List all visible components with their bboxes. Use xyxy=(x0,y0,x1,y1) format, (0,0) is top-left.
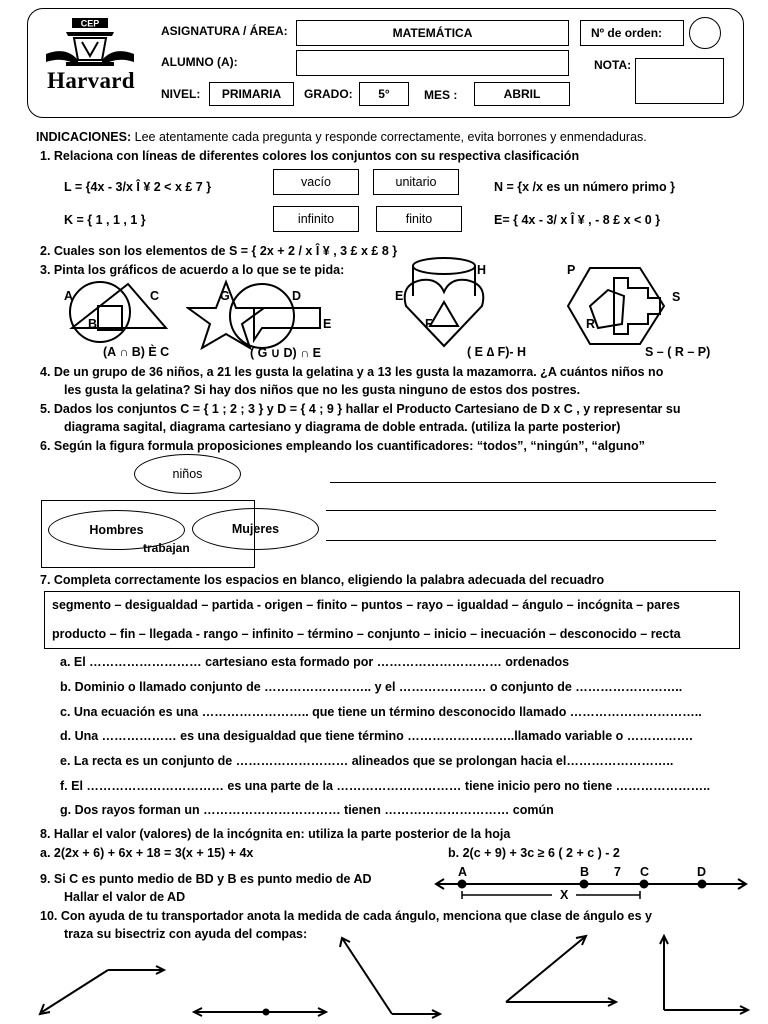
subject-label: ASIGNATURA / ÁREA: xyxy=(161,24,288,38)
q7-item-a: a. El ……………………… cartesiano esta formado por ………………………… ordenados xyxy=(60,655,570,669)
subject-value: MATEMÁTICA xyxy=(392,26,473,40)
q4-line-2: les gusta la gelatina? Si hay dos niños que no les gusta ninguno de estos dos postres. xyxy=(64,383,581,397)
q5-line-2: diagrama sagital, diagrama cartesiano y diagrama de doble entrada. (utiliza la parte posterior) xyxy=(64,420,621,434)
option-unitario[interactable]: unitario xyxy=(373,169,459,195)
q10-line-1: 10. Con ayuda de tu transportador anota la medida de cada ángulo, menciona que clase de ángulo es y xyxy=(40,909,652,923)
venn-figure-1 xyxy=(60,278,180,348)
q6-trabajan-label: trabajan xyxy=(143,541,190,555)
fig1-label-c: C xyxy=(150,289,160,303)
q9-line-2: Hallar el valor de AD xyxy=(64,890,186,904)
q6-mujeres-label: Mujeres xyxy=(231,522,280,536)
fig2-caption: ( G ∪ D) ∩ E xyxy=(250,346,321,360)
order-number-circle[interactable] xyxy=(689,17,721,49)
q7-item-b: b. Dominio o llamado conjunto de …………………….. y el ………………… o conjunto de …………………….. xyxy=(60,680,683,694)
school-logo xyxy=(36,16,144,98)
fig3-label-e: E xyxy=(395,289,404,303)
fig2-label-g: G xyxy=(220,289,230,303)
angle-1[interactable] xyxy=(40,966,164,1014)
segment-point-c: C xyxy=(640,865,650,879)
fig1-caption: (A ∩ B) È C xyxy=(103,345,170,359)
q7-item-e: e. La recta es un conjunto de ……………………… alineados que se prolongan hacia el…………………….. xyxy=(60,754,674,768)
fig4-caption: S – ( R – P) xyxy=(645,345,711,359)
answer-line-2[interactable] xyxy=(326,510,716,511)
fig3-caption: ( E ∆ F)- H xyxy=(467,345,527,359)
q2-text: 2. Cuales son los elementos de S = { 2x + 2 / x Î ¥ , 3 £ x £ 8 } xyxy=(40,244,398,258)
logo-text: Harvard xyxy=(47,68,135,93)
segment-unknown-x: X xyxy=(560,888,569,902)
angle-3[interactable] xyxy=(340,938,440,1018)
q7-item-d: d. Una ……………… es una desigualdad que tiene término ……………………..llamado variable o ……………. xyxy=(60,729,693,743)
grado-label: GRADO: xyxy=(304,87,353,101)
q6-hombres-label: Hombres xyxy=(89,523,144,537)
month-value: ABRIL xyxy=(503,87,541,101)
angle-4[interactable] xyxy=(506,936,616,1006)
fig4-label-p: P xyxy=(567,263,576,277)
q8-equation-b: b. 2(c + 9) + 3c ≥ 6 ( 2 + c ) - 2 xyxy=(448,846,620,860)
level-label: NIVEL: xyxy=(161,87,201,101)
q5-line-1: 5. Dados los conjuntos C = { 1 ; 2 ; 3 } y D = { 4 ; 9 } hallar el Producto Cartesiano de D x C , y representar su xyxy=(40,402,681,416)
option-infinito[interactable]: infinito xyxy=(273,206,359,232)
answer-line-1[interactable] xyxy=(330,482,716,483)
q7-item-c: c. Una ecuación es una …………………….. que tiene un término desconocido llamado ………………………….. xyxy=(60,705,702,719)
fig2-label-e: E xyxy=(323,317,332,331)
grade-label: NOTA: xyxy=(594,58,632,72)
angle-5[interactable] xyxy=(660,936,748,1014)
q7-title: 7. Completa correctamente los espacios en blanco, eligiendo la palabra adecuada del recuadro xyxy=(40,573,605,587)
q1-set-E: E= { 4x - 3/ x Î ¥ , - 8 £ x < 0 } xyxy=(494,213,661,227)
venn-figure-4 xyxy=(566,266,670,348)
q6-mujeres-ellipse xyxy=(192,508,319,550)
option-vacio[interactable]: vacío xyxy=(273,169,359,195)
q1-set-N: N = {x /x es un número primo } xyxy=(494,180,675,194)
fig1-label-b: B xyxy=(88,317,98,331)
student-name-field[interactable] xyxy=(296,50,569,76)
fig4-label-s: S xyxy=(672,290,681,304)
instructions-text: Lee atentamente cada pregunta y responde correctamente, evita borrones y enmendaduras. xyxy=(134,130,647,144)
level-value: PRIMARIA xyxy=(221,87,282,101)
q1-set-K: K = { 1 , 1 , 1 } xyxy=(64,213,146,227)
instructions-label: INDICACIONES: xyxy=(36,130,132,144)
fig2-label-d: D xyxy=(292,289,302,303)
subject-field[interactable] xyxy=(296,20,569,46)
q6-ninos-ellipse xyxy=(134,454,241,494)
order-label: Nº de orden: xyxy=(591,26,663,40)
q7-item-g: g. Dos rayos forman un …………………………… tienen ………………………… común xyxy=(60,803,554,817)
fig3-label-h: H xyxy=(477,263,487,277)
fig4-label-r: R xyxy=(586,317,596,331)
word-bank-line-1: segmento – desigualdad – partida - origen – finito – puntos – rayo – igualdad – ángulo – incógnita – pares xyxy=(52,598,680,612)
q10-line-2: traza su bisectriz con ayuda del compas: xyxy=(64,927,308,941)
answer-line-3[interactable] xyxy=(326,540,716,541)
q6-title: 6. Según la figura formula proposiciones empleando los cuantificadores: “todos”, “ningún”, “alguno” xyxy=(40,439,645,453)
q8-title: 8. Hallar el valor (valores) de la incógnita en: utiliza la parte posterior de la hoja xyxy=(40,827,511,841)
order-number-box[interactable] xyxy=(580,20,684,46)
instructions xyxy=(36,130,647,144)
option-finito[interactable]: finito xyxy=(376,206,462,232)
q3-title: 3. Pinta los gráficos de acuerdo a lo que se te pida: xyxy=(40,263,345,277)
student-label: ALUMNO (A): xyxy=(161,55,238,69)
fig3-label-f: F xyxy=(425,317,433,331)
q7-item-f: f. El …………………………… es una parte de la ………………………… tiene inicio pero no tiene ………………….. xyxy=(60,779,711,793)
month-field[interactable] xyxy=(474,82,570,106)
segment-point-d: D xyxy=(697,865,707,879)
word-bank-line-2: producto – fin – llegada - rango – infinito – término – conjunto – inicio – inecuación – desconocido – recta xyxy=(52,627,681,641)
angle-2[interactable] xyxy=(194,1008,326,1016)
q6-ninos-label: niños xyxy=(172,467,203,481)
venn-figure-2 xyxy=(186,278,326,350)
fig1-label-a: A xyxy=(64,289,74,303)
q9-line-1: 9. Si C es punto medio de BD y B es punto medio de AD xyxy=(40,872,372,886)
grado-field[interactable] xyxy=(359,82,409,106)
q1-title: 1. Relaciona con líneas de diferentes colores los conjuntos con su respectiva clasificación xyxy=(40,149,580,163)
segment-value: 7 xyxy=(614,865,621,879)
q1-set-L: L = {4x - 3/x Î ¥ 2 < x £ 7 } xyxy=(64,180,212,194)
segment-point-a: A xyxy=(458,865,468,879)
month-label: MES : xyxy=(424,88,458,102)
grade-field[interactable] xyxy=(635,58,724,104)
segment-point-b: B xyxy=(580,865,590,879)
q8-equation-a: a. 2(2x + 6) + 6x + 18 = 3(x + 15) + 4x xyxy=(40,846,254,860)
grado-value: 5° xyxy=(378,87,390,101)
level-field[interactable] xyxy=(209,82,294,106)
svg-text:CEP: CEP xyxy=(80,18,100,29)
angles-figures xyxy=(30,930,760,1024)
q4-line-1: 4. De un grupo de 36 niños, a 21 les gusta la gelatina y a 13 les gusta la mazamorra. ¿A cuántos niños no xyxy=(40,365,664,379)
